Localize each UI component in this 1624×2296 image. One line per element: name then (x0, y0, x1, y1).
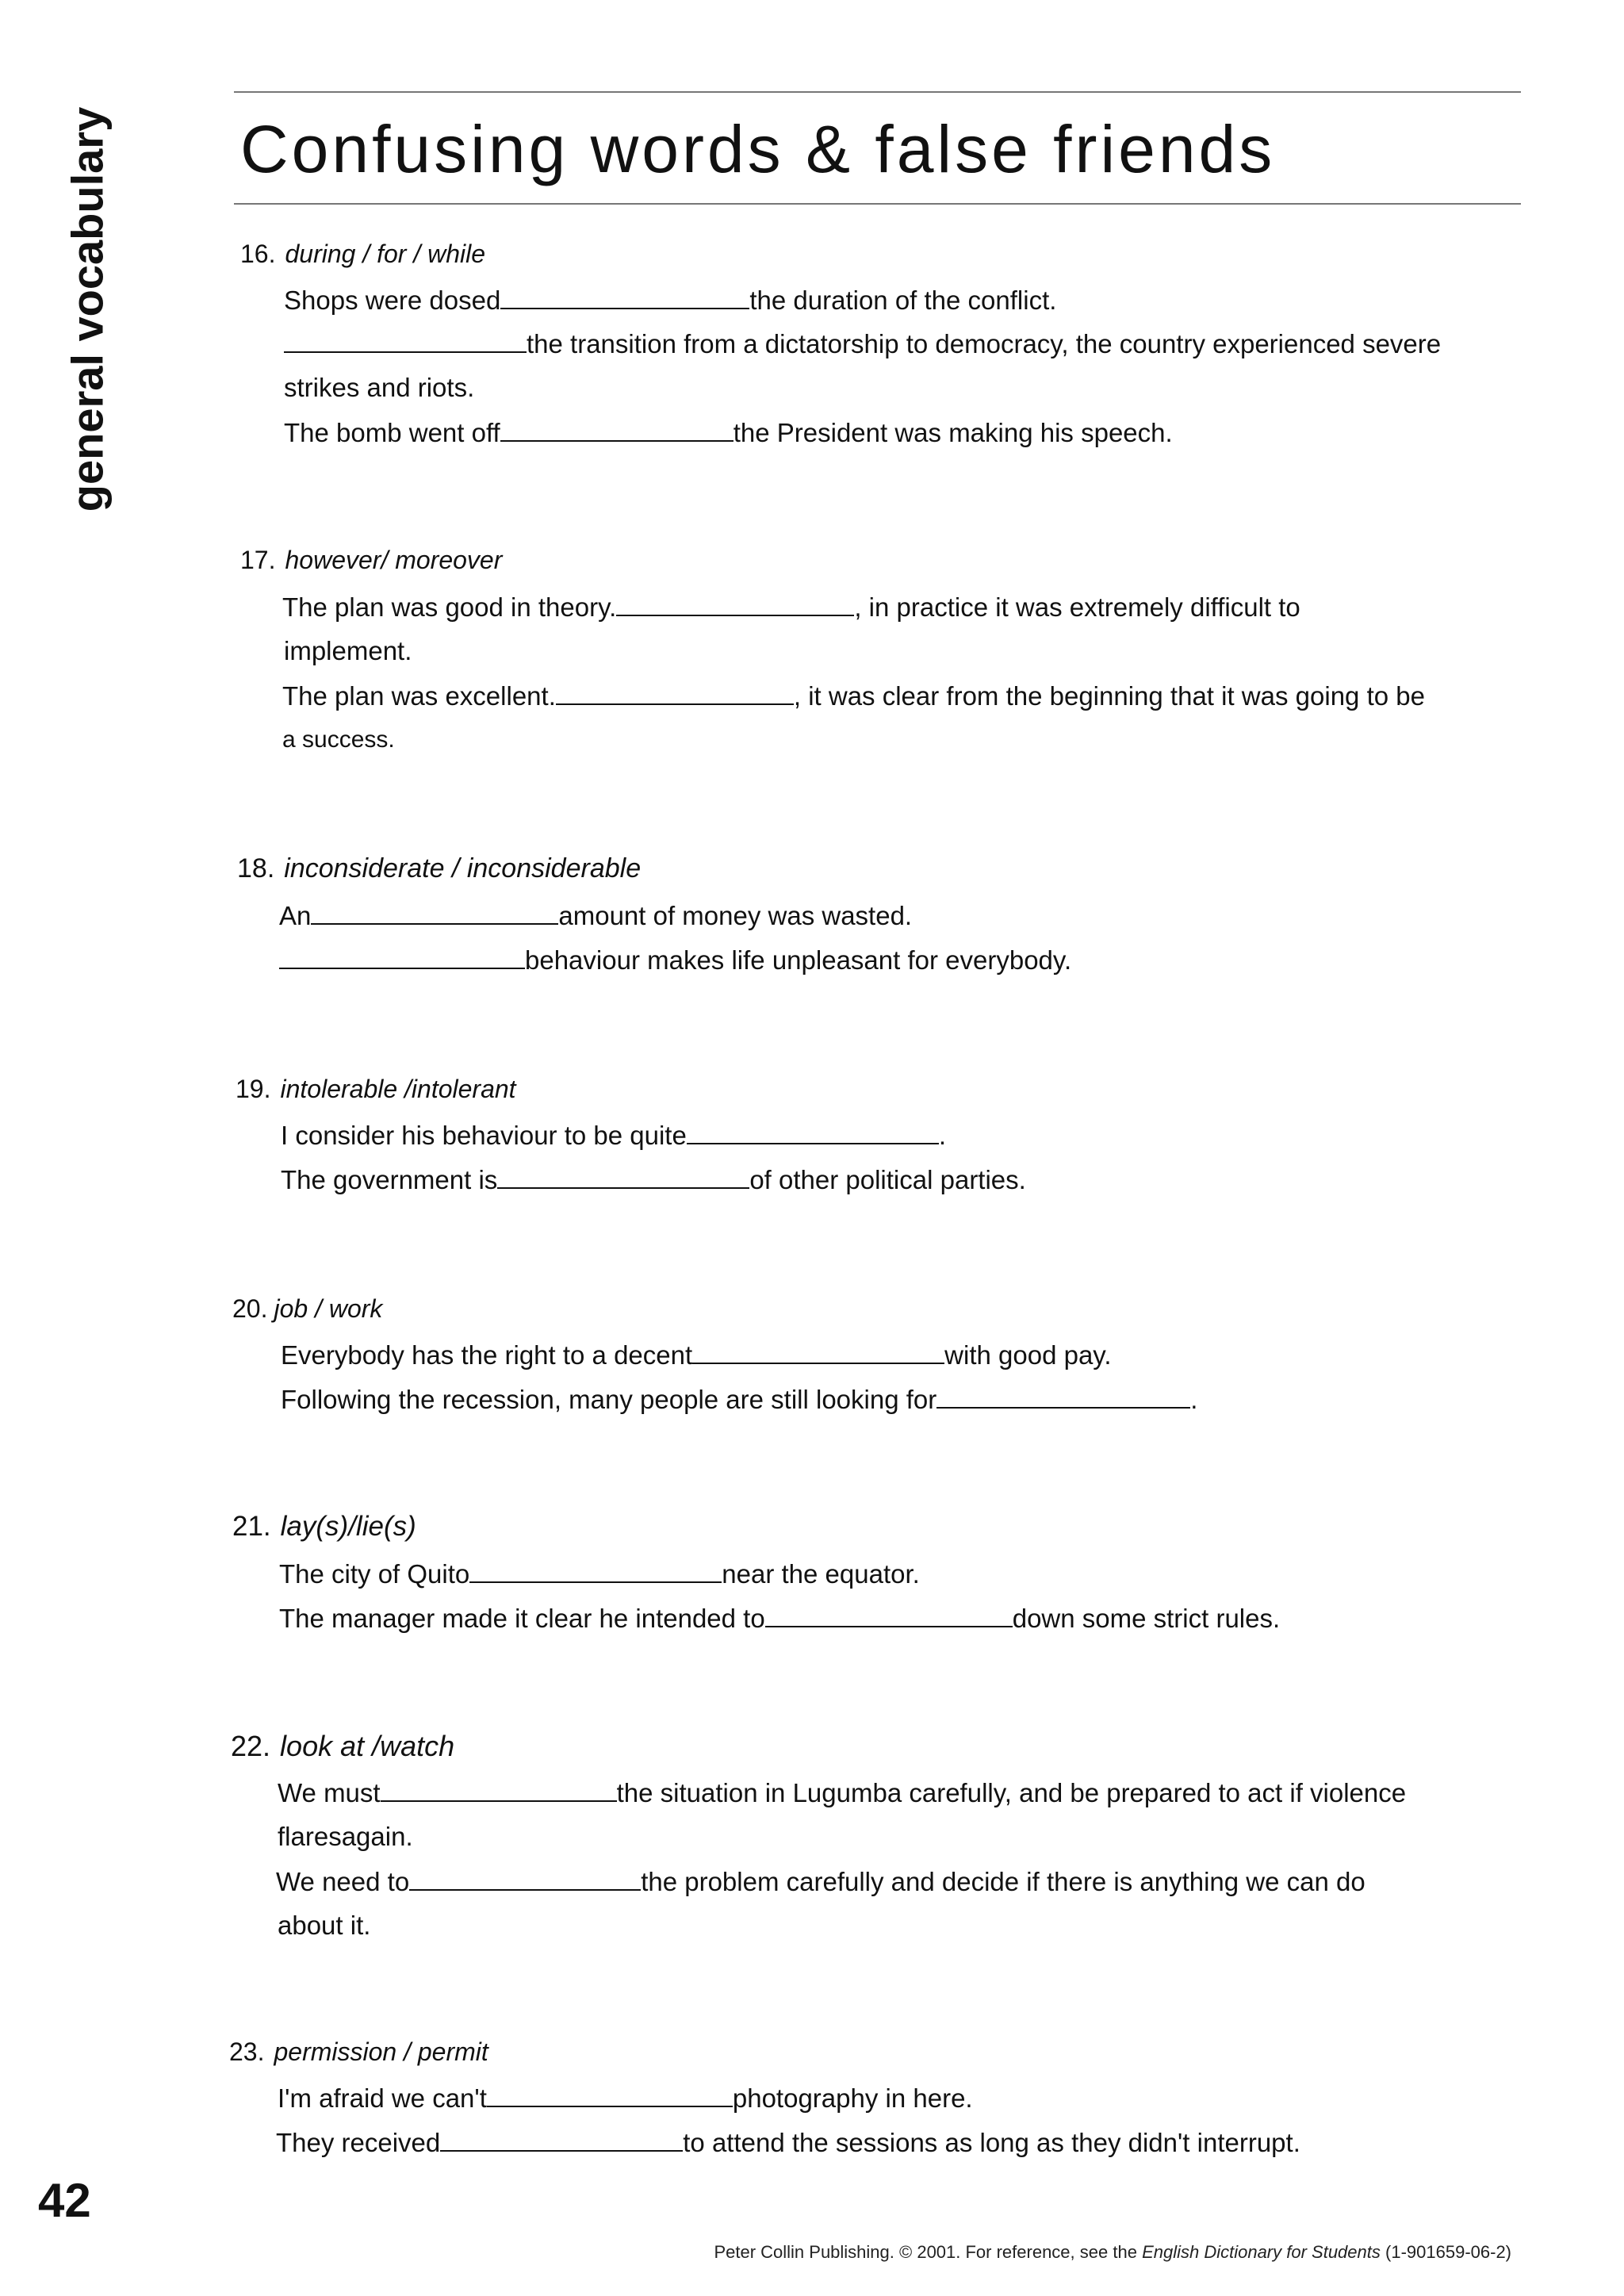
answer-blank[interactable] (469, 1558, 722, 1583)
answer-blank[interactable] (284, 328, 527, 353)
header-rule-top (234, 91, 1521, 93)
sentence-line (281, 1383, 1197, 1416)
sentence-text-after: photography in here. (732, 2083, 973, 2113)
sentence-text-before: An (279, 901, 312, 930)
sentence-text-after: to attend the sessions as long as they didn't interrupt. (683, 2128, 1300, 2157)
sentence-text-before: Following the recession, many people are still looking for (281, 1385, 937, 1414)
answer-blank[interactable] (616, 591, 854, 616)
footer-book-title: English Dictionary for Students (1142, 2242, 1381, 2262)
sentence-text-before: They received (276, 2128, 441, 2157)
sentence-text-after: , in practice it was extremely difficult to (854, 592, 1300, 622)
sentence-text-after: . (1190, 1385, 1198, 1414)
answer-blank[interactable] (311, 899, 558, 925)
exercise-heading (232, 1511, 416, 1543)
exercise-heading (231, 1730, 454, 1763)
answer-blank[interactable] (497, 1163, 749, 1189)
sentence-line (281, 1119, 946, 1152)
sentence-text-before: a success. (282, 726, 395, 753)
sentence-text-after: , it was clear from the beginning that it was going to be (793, 681, 1425, 711)
sentence-text-after: amount of money was wasted. (558, 901, 913, 930)
answer-blank[interactable] (556, 680, 794, 705)
sentence-line (282, 680, 1425, 712)
sentence-line (281, 1339, 1112, 1371)
sentence-text-before: The city of Quito (279, 1559, 470, 1589)
side-section-label-text: general vocabulary (62, 106, 113, 512)
answer-blank[interactable] (279, 944, 525, 969)
sentence-line (278, 2082, 973, 2114)
sentence-text-before: The plan was good in theory. (282, 592, 617, 622)
answer-blank[interactable] (500, 284, 749, 309)
sentence-line (278, 1821, 413, 1853)
sentence-line (278, 1910, 370, 1941)
exercise-heading (232, 1294, 382, 1324)
sentence-text-before: strikes and riots. (284, 373, 475, 402)
sentence-text-after: the situation in Lugumba carefully, and be prepared to act if violence (616, 1778, 1407, 1807)
sentence-text-after: of other political parties. (749, 1165, 1026, 1194)
answer-blank[interactable] (440, 2126, 683, 2152)
sentence-line (279, 899, 912, 932)
sentence-text-after: down some strict rules. (1012, 1604, 1281, 1633)
exercise-heading (237, 853, 641, 884)
exercise-number: 19. (236, 1075, 271, 1103)
answer-blank[interactable] (409, 1865, 641, 1891)
sentence-line (282, 724, 395, 756)
sentence-line (276, 2126, 1300, 2159)
sentence-text-before: The plan was excellent. (282, 681, 556, 711)
answer-blank[interactable] (500, 416, 733, 442)
header-rule-bottom (234, 203, 1521, 205)
exercise-word-choices: job / work (274, 1294, 383, 1323)
exercise-word-choices: look at /watch (280, 1730, 455, 1762)
sentence-text-after: behaviour makes life unpleasant for everybody. (525, 945, 1072, 975)
exercise-number: 23. (229, 2037, 265, 2066)
page-number: 42 (38, 2174, 91, 2227)
sentence-text-after: the transition from a dictatorship to democracy, the country experienced severe (527, 329, 1442, 358)
sentence-text-after: . (938, 1121, 946, 1150)
footer-isbn: (1-901659-06-2) (1385, 2242, 1511, 2262)
exercise-word-choices: however/ moreover (285, 546, 503, 574)
sentence-text-before: The manager made it clear he intended to (279, 1604, 765, 1633)
answer-blank[interactable] (687, 1119, 939, 1144)
answer-blank[interactable] (487, 2082, 733, 2107)
footer-credit (714, 2242, 1511, 2263)
sentence-text-before: Everybody has the right to a decent (281, 1340, 693, 1370)
sentence-text-before: flaresagain. (278, 1822, 413, 1851)
sentence-line (284, 635, 412, 667)
sentence-line (284, 284, 1056, 316)
sentence-line (279, 944, 1071, 976)
exercise-heading (229, 2037, 488, 2067)
sentence-text-before: We must (278, 1778, 381, 1807)
sentence-line (281, 1163, 1026, 1196)
exercise-heading (236, 1075, 516, 1104)
sentence-text-after: with good pay. (944, 1340, 1112, 1370)
exercise-number: 16. (240, 240, 276, 268)
exercise-number: 17. (240, 546, 276, 574)
exercise-number: 18. (237, 853, 275, 884)
sentence-text-before: implement. (284, 636, 412, 665)
sentence-line (279, 1602, 1280, 1635)
answer-blank[interactable] (765, 1602, 1013, 1627)
exercise-heading (240, 546, 502, 575)
exercise-heading (240, 240, 485, 269)
exercise-number: 21. (232, 1511, 271, 1542)
exercise-number: 20. (232, 1294, 268, 1323)
exercise-word-choices: lay(s)/lie(s) (280, 1511, 416, 1542)
sentence-text-before: I'm afraid we can't (278, 2083, 487, 2113)
page-title: Confusing words & false friends (240, 112, 1276, 186)
sentence-text-before: about it. (278, 1911, 371, 1940)
exercise-word-choices: during / for / while (285, 240, 486, 268)
sentence-line (278, 1777, 1406, 1809)
sentence-text-after: near the equator. (722, 1559, 920, 1589)
exercise-number: 22. (231, 1730, 271, 1762)
exercise-word-choices: permission / permit (274, 2037, 488, 2066)
exercise-word-choices: inconsiderate / inconsiderable (284, 853, 642, 884)
sentence-line (279, 1558, 920, 1590)
sentence-text-before: The government is (281, 1165, 498, 1194)
sentence-line (284, 328, 1441, 360)
footer-credit-prefix: Peter Collin Publishing. © 2001. For reference, see the (714, 2242, 1137, 2262)
answer-blank[interactable] (936, 1383, 1190, 1409)
sentence-text-before: We need to (276, 1867, 410, 1896)
sentence-line (284, 416, 1173, 449)
sentence-line (282, 591, 1300, 623)
answer-blank[interactable] (692, 1339, 944, 1364)
sentence-text-before: The bomb went off (284, 418, 500, 447)
answer-blank[interactable] (381, 1777, 617, 1802)
sentence-text-after: the President was making his speech. (733, 418, 1173, 447)
sentence-line (276, 1865, 1365, 1898)
sentence-text-before: Shops were dosed (284, 286, 501, 315)
exercise-word-choices: intolerable /intolerant (280, 1075, 516, 1103)
sentence-text-after: the problem carefully and decide if there is anything we can do (641, 1867, 1365, 1896)
sentence-text-before: I consider his behaviour to be quite (281, 1121, 687, 1150)
sentence-line (284, 372, 474, 404)
sentence-text-after: the duration of the conflict. (749, 286, 1057, 315)
